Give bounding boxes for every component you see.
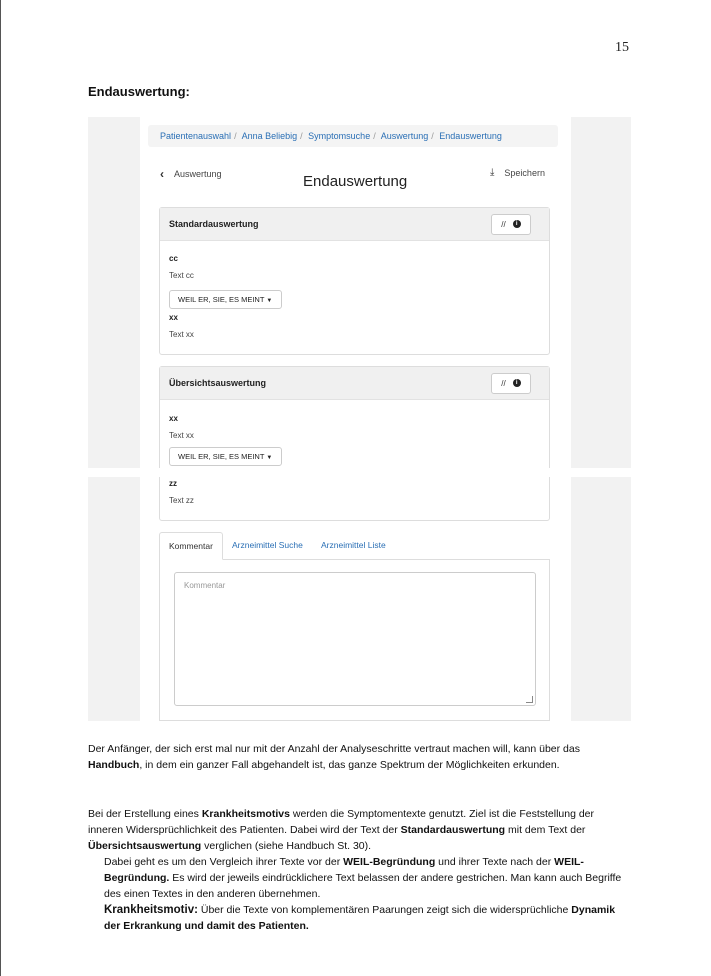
- weil-dropdown[interactable]: [169, 447, 282, 466]
- tab-kommentar[interactable]: Kommentar: [159, 532, 223, 560]
- item-text: Text zz: [169, 496, 194, 505]
- screenshot-gutter: [571, 477, 631, 721]
- comment-textarea[interactable]: [174, 572, 536, 706]
- item-label: xx: [169, 414, 178, 423]
- dropdown-value: WEIL ER, SIE, ES MEINT: [178, 295, 265, 304]
- edit-toggle-icon: //: [501, 378, 506, 388]
- bold-run: Standardauswertung: [400, 824, 506, 836]
- tab-arzneimittel-liste[interactable]: Arzneimittel Liste: [321, 540, 386, 550]
- comment-placeholder: Kommentar: [184, 581, 226, 590]
- panel-standardauswertung: [159, 207, 550, 355]
- caret-down-icon: ▼: [266, 455, 273, 461]
- document-heading: Endauswertung:: [88, 84, 190, 99]
- caret-down-icon: ▼: [266, 298, 273, 304]
- info-icon: i: [513, 379, 521, 387]
- bold-run: Dynamik der Erkrankung und damit des Patienten.: [104, 904, 616, 932]
- page-number: 15: [615, 40, 629, 55]
- panel-header: [160, 208, 549, 241]
- text-run: Über die Texte von komplementären Paarungen zeigt sich die widersprüchliche: [197, 904, 572, 916]
- chevron-left-icon: ‹: [160, 167, 164, 181]
- text-run: , in dem ein ganzer Fall abgehandelt ist, das ganze Spektrum der Möglichkeiten erkunden.: [139, 759, 560, 771]
- bold-run: WEIL- Begründung.: [104, 856, 584, 884]
- item-label: cc: [169, 254, 178, 263]
- text-run: verglichen (siehe Handbuch St. 30).: [201, 840, 372, 852]
- bold-run: Krankheitsmotivs: [201, 808, 290, 820]
- panel-tools-button[interactable]: [491, 214, 531, 235]
- bold-run: Übersichtsauswertung: [88, 840, 202, 852]
- edit-toggle-icon: //: [501, 219, 506, 229]
- back-button[interactable]: [160, 167, 222, 181]
- screenshot-gutter: [88, 117, 140, 468]
- panel-uebersichtsauswertung: [159, 366, 550, 521]
- bold-run: Krankheitsmotiv:: [104, 904, 198, 916]
- paragraph-handbuch: [88, 741, 628, 773]
- text-run: und ihrer Texte nach der: [435, 856, 555, 868]
- paragraph-krankheitsmotiv: [88, 806, 628, 854]
- screenshot-gutter: [571, 117, 631, 468]
- breadcrumb-item-endauswertung[interactable]: Endauswertung: [439, 131, 502, 141]
- dropdown-value: WEIL ER, SIE, ES MEINT: [178, 452, 265, 461]
- info-icon: i: [513, 220, 521, 228]
- save-button[interactable]: [490, 167, 545, 178]
- item-text: Text xx: [169, 330, 194, 339]
- text-run: mit dem Text der: [505, 824, 586, 836]
- resize-grip-icon[interactable]: [526, 696, 533, 703]
- screenshot-page-split: [88, 468, 631, 477]
- tab-panel-kommentar: [159, 559, 550, 721]
- paragraph-dynamik: [104, 902, 628, 934]
- text-run: Bei der Erstellung eines: [88, 808, 202, 820]
- screenshot-gutter: [88, 477, 140, 721]
- item-label: xx: [169, 313, 178, 322]
- panel-title: Übersichtsauswertung: [169, 378, 267, 388]
- item-label: zz: [169, 479, 177, 488]
- tab-arzneimittel-suche[interactable]: Arzneimittel Suche: [232, 540, 303, 550]
- weil-dropdown[interactable]: [169, 290, 282, 309]
- page-left-border: [0, 0, 1, 976]
- text-run: Es wird der jeweils eindrücklichere Text belassen der andere gestrichen. Man kann auch Begriffe des einen Textes in den anderen übernehmen.: [104, 872, 622, 900]
- text-run: Dabei geht es um den Vergleich ihrer Texte vor der: [104, 856, 344, 868]
- page-title: Endauswertung: [303, 173, 408, 190]
- breadcrumb-item-auswertung[interactable]: Auswertung: [380, 131, 429, 141]
- panel-tools-button[interactable]: [491, 373, 531, 394]
- bold-run: WEIL-Begründung: [343, 856, 436, 868]
- download-icon: ⤓: [490, 167, 495, 178]
- embedded-screenshot: [88, 117, 631, 721]
- tab-bar: [159, 532, 550, 560]
- panel-header: [160, 367, 549, 400]
- text-run: Der Anfänger, der sich erst mal nur mit der Anzahl der Analyseschritte vertraut machen will, kann über das: [88, 743, 580, 755]
- breadcrumb-item-patient[interactable]: Anna Beliebig: [241, 131, 298, 141]
- bold-run: Handbuch: [88, 759, 140, 771]
- breadcrumb-item-patientenauswahl[interactable]: Patientenauswahl: [160, 131, 232, 141]
- breadcrumb-item-symptomsuche[interactable]: Symptomsuche: [308, 131, 371, 141]
- paragraph-weil-vergleich: [104, 854, 628, 902]
- back-label: Auswertung: [174, 169, 222, 179]
- save-label: Speichern: [504, 167, 545, 178]
- panel-title: Standardauswertung: [169, 219, 259, 229]
- item-text: Text cc: [169, 271, 194, 280]
- text-run: werden die Symptomentexte genutzt. Ziel ist die Feststellung der inneren Widersprüchlichkeit des Patienten. Dabei wird der Text der: [88, 808, 595, 836]
- item-text: Text xx: [169, 431, 194, 440]
- breadcrumb: Patientenauswahl / Anna Beliebig / Symptomsuche / Auswertung / Endauswertung: [148, 125, 558, 147]
